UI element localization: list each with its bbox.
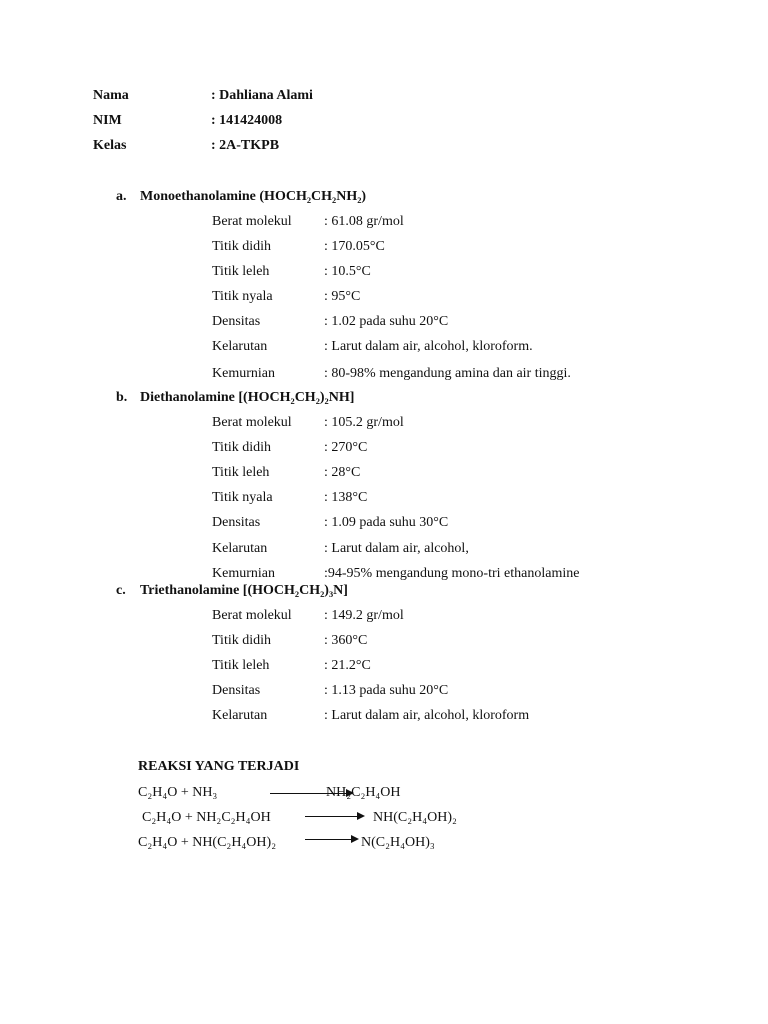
nim-label: NIM: [93, 113, 122, 128]
prop-label: Kelarutan: [212, 708, 268, 723]
prop-label: Densitas: [212, 683, 261, 698]
prop-value: : 1.09 pada suhu 30°C: [324, 515, 449, 530]
section-a-letter: a.: [116, 189, 127, 204]
prop-value: : 138°C: [324, 490, 368, 505]
section-b-title: Diethanolamine [(HOCH₂CH₂)₂NH]: [140, 390, 355, 405]
reaction-2-reactants: C₂H₄O + NH₂C₂H₄OH: [142, 810, 271, 825]
prop-label: Kelarutan: [212, 339, 268, 354]
prop-label: Titik didih: [212, 440, 272, 455]
section-a-title: Monoethanolamine (HOCH₂CH₂NH₂): [140, 189, 367, 204]
kelas-value: : 2A-TKPB: [211, 138, 280, 153]
prop-label: Titik leleh: [212, 264, 270, 279]
name-label: Nama: [93, 88, 129, 103]
prop-label: Densitas: [212, 515, 261, 530]
reaction-2-product: NH(C₂H₄OH)₂: [373, 810, 457, 825]
prop-value: : Larut dalam air, alcohol, kloroform.: [324, 339, 533, 354]
prop-value: : Larut dalam air, alcohol,: [324, 541, 469, 556]
prop-value: : 61.08 gr/mol: [324, 214, 404, 229]
nim-value: : 141424008: [211, 113, 283, 128]
prop-value: : 10.5°C: [324, 264, 371, 279]
prop-value: : 105.2 gr/mol: [324, 415, 404, 430]
prop-label: Kemurnian: [212, 366, 275, 381]
prop-label: Berat molekul: [212, 608, 292, 623]
prop-value: : 360°C: [324, 633, 368, 648]
prop-label: Titik didih: [212, 239, 272, 254]
prop-label: Densitas: [212, 314, 261, 329]
prop-label: Berat molekul: [212, 415, 292, 430]
section-c-letter: c.: [116, 583, 126, 598]
section-b-letter: b.: [116, 390, 128, 405]
prop-label: Kemurnian: [212, 566, 275, 581]
section-c-title: Triethanolamine [(HOCH₂CH₂)₃N]: [140, 583, 348, 598]
prop-value: : 270°C: [324, 440, 368, 455]
prop-label: Titik leleh: [212, 658, 270, 673]
prop-value: : 28°C: [324, 465, 361, 480]
prop-value: : 95°C: [324, 289, 361, 304]
prop-label: Titik didih: [212, 633, 272, 648]
prop-value: : 21.2°C: [324, 658, 371, 673]
prop-value: : Larut dalam air, alcohol, kloroform: [324, 708, 530, 723]
prop-label: Titik nyala: [212, 289, 273, 304]
reactions-title: REAKSI YANG TERJADI: [138, 759, 300, 774]
reaction-arrow-icon: [305, 816, 363, 817]
prop-label: Titik nyala: [212, 490, 273, 505]
prop-value: : 80-98% mengandung amina dan air tinggi.: [324, 366, 571, 381]
reaction-1-product: NH₂C₂H₄OH: [326, 785, 401, 800]
kelas-label: Kelas: [93, 138, 127, 153]
prop-label: Kelarutan: [212, 541, 268, 556]
prop-value: : 170.05°C: [324, 239, 385, 254]
prop-value: : 1.13 pada suhu 20°C: [324, 683, 449, 698]
prop-label: Berat molekul: [212, 214, 292, 229]
reaction-3-reactants: C₂H₄O + NH(C₂H₄OH)₂: [138, 835, 277, 850]
prop-value: :94-95% mengandung mono-tri ethanolamine: [324, 566, 580, 581]
name-value: : Dahliana Alami: [211, 88, 313, 103]
reaction-arrow-icon: [305, 839, 357, 840]
prop-label: Titik leleh: [212, 465, 270, 480]
prop-value: : 1.02 pada suhu 20°C: [324, 314, 449, 329]
prop-value: : 149.2 gr/mol: [324, 608, 404, 623]
reaction-3-product: N(C₂H₄OH)₃: [361, 835, 435, 850]
reaction-1-reactants: C₂H₄O + NH₃: [138, 785, 218, 800]
